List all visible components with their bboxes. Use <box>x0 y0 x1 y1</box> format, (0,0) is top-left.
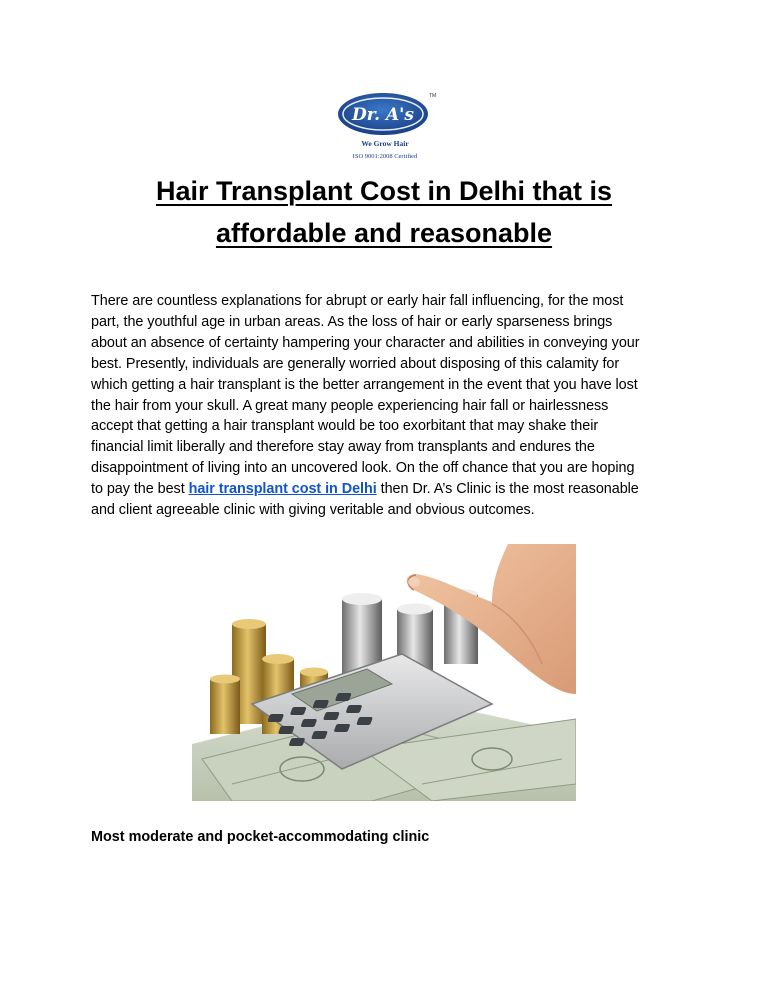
title-line-1: Hair Transplant Cost in Delhi that is <box>155 176 613 206</box>
paragraph-line: about an absence of certainty hampering your character and abilities in conveying your <box>91 334 640 351</box>
paragraph-line: There are countless explanations for abrupt or early hair fall influencing, for the most <box>91 293 624 309</box>
paragraph-line-with-link <box>91 479 681 500</box>
logo-tagline: We Grow Hair <box>361 139 409 148</box>
logo-brand-text: Dr. A's <box>352 105 414 125</box>
logo-certification: ISO 9001:2008 Certified <box>352 153 418 160</box>
intro-paragraph <box>91 291 681 521</box>
paragraph-line: part, the youthful age in urban areas. As the loss of hair or early sparseness brings <box>91 313 613 330</box>
paragraph-line: financial limit liberally and therefore stay away from transplants and endures the <box>91 439 595 456</box>
paragraph-line: disappointment of living into an uncovered look. On the off chance that you are hoping <box>91 460 635 477</box>
section-subheading: Most moderate and pocket-accommodating clinic <box>91 829 430 845</box>
link-suffix-text: then Dr. A’s Clinic is the most reasonable <box>376 481 639 498</box>
photo-illustration <box>192 544 576 801</box>
calculator-money-photo <box>192 544 576 801</box>
paragraph-line: accept that getting a hair transplant would be too exorbitant that may shake their <box>91 418 599 435</box>
page-title <box>80 170 688 254</box>
logo-graphic <box>330 88 440 164</box>
title-line-2: affordable and reasonable <box>215 218 553 248</box>
link-prefix-text: to pay the best <box>91 481 189 498</box>
hair-transplant-cost-link[interactable]: hair transplant cost in Delhi <box>188 481 377 498</box>
logo-trademark: TM <box>429 93 437 99</box>
paragraph-line: which getting a hair transplant is the better arrangement in the event that you have lost <box>91 376 638 393</box>
paragraph-line: and client agreeable clinic with giving veritable and obvious outcomes. <box>91 502 535 519</box>
dr-as-logo <box>330 88 440 164</box>
paragraph-line: best. Presently, individuals are generally worried about disposing of this calamity for <box>91 355 620 372</box>
paragraph-line: the hair from your skull. A great many people experiencing hair fall or hairlessness <box>91 397 609 414</box>
